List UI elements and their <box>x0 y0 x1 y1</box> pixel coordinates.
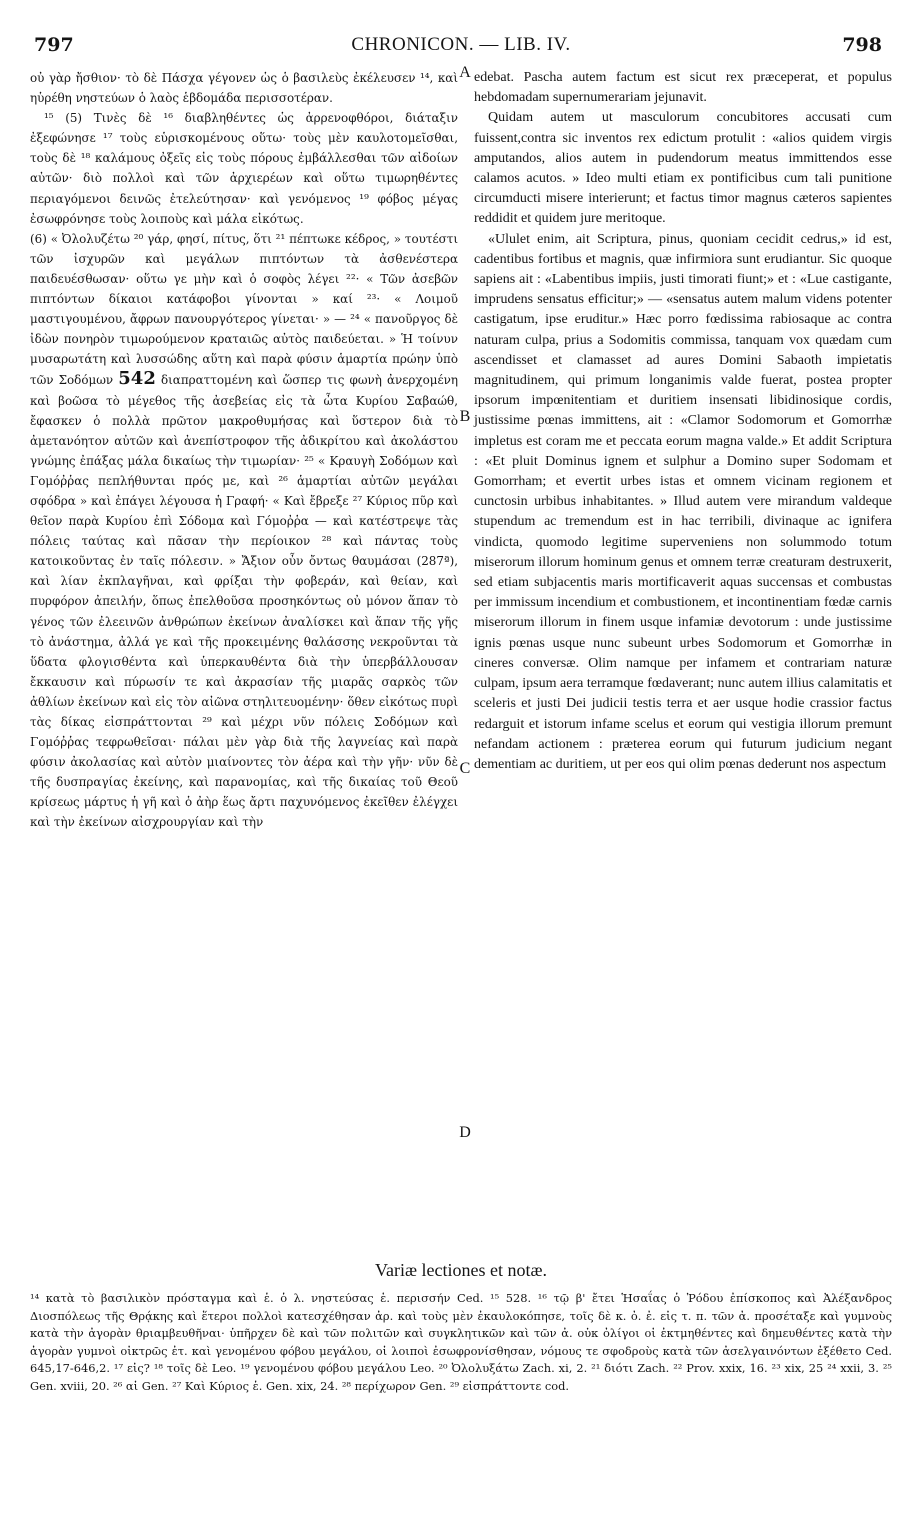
latin-paragraph-3: «Ululet enim, ait Scriptura, pinus, quoniam cecidit cedrus,» id est, cadentibus fortibus et magnis, quæ infirmiora sunt erudiantur. Sic quoque sapiens ait : «Labentibus impiis, justi timorati fiunt;» et : «Lue castigante, imprudens sensatus efficitur;» — «sensatus autem malum videns potenter castigatum, ipse eruditur.» Hæc porro fœdissima rabiosaque ac contra naturam culpa, prius a Sodomitis commissa, tanquam vox quædam cum ascendisset et clamasset ad aures Domini Sabaoth impietatis magnitudinem, qui primum longanimis valde fuerat, postea propter ipsorum impœnitentiam et duritiem insensati libidinosique cordis, justissime pœnas immittens, ait : «Clamor Sodomorum et Gomorrhæ impletus est coram me et peccata eorum magna valde.» Et addit Scriptura : «Et pluit Dominus ignem et sulphur a Domino super Sodomam et Gomorrham; et evertit urbes istas et omnem vicinam regionem et cunctosin urbibus inhabitantes. » Illud autem vere mirandum valdeque stupendum ac tremendum est in hac terribili, divinaque ac ignifera vindicta, quomodo legitime superveniens non solummodo totum miserorum illorum hominum genus et omnem terræ creaturam destruxerit, sed etiam subjacentis maris mortificaverit aquas succensas et combustas per immissum incendium et combustionem, et incontinentiam fœdæ carnis miserorum illorum in finem usque infamiæ devotorum : unde justissime ignis pœnas usque nunc subeunt urbes Sodomorum et Gomorrhæ in cineres conversæ. Olim namque per infamem et contrariam naturæ culpam, ipsum aera terramque fœdaverant; nunc autem illius calamitatis et sceleris et justi Dei judicii testis terra et aer usque hodie crassior factus redarguit et istorum infame scelus et eorum qui vestigia illorum premunt nefandam actionem : præterea eorum qui futurum judicium negant dementiam ac duritiem, ut per eos qui olim pœnas dederunt nos aspectum <box>474 231 892 772</box>
latin-column <box>474 68 892 775</box>
greek-paragraph-3a: (6) « Ὀλολυζέτω ²⁰ γάρ, φησί, πίτυς, ὅτι ²¹ πέπτωκε κέδρος, » τουτέστι τῶν ἰσχυρῶν καὶ μεγάλων πιπτόντων τὰ ἀσθενέστερα παιδευέσθωσαν· οὕτω γε μὴν καὶ ὁ σοφὸς λέγει ²²· « Τῶν ἀσεβῶν πιπτόντων δίκαιοι κατάφοβοι γίνονται » καί ²³· « Λοιμοῦ μαστιγουμένου, ἄφρων πανουργότερος γίνεται· » — ²⁴ « πανοῦργος δὲ ἰδὼν πονηρὸν τιμωρούμενον κραταιῶς αὐτὸς παιδεύεται. » Ἡ τοίνυν μυσαρωτάτη καὶ λυσσώδης αὕτη καὶ παρὰ φύσιν ἁμαρτία πρώην ὑπὸ τῶν Σοδόμων <box>30 231 458 388</box>
greek-paragraph-3b: διαπραττομένη καὶ ὥσπερ τις φωνὴ ἀνερχομένη καὶ βοῶσα τὸ μέγεθος τῆς ἀσεβείας εἰς τὰ ὦτα Κυρίου Σαβαώθ, ἔφασκεν ὁ πολλὰ πρῶτον μακροθυμήσας καὶ ὕστερον διὰ τὸ ἀμετανόητον αὐτῶν καὶ ἀνεπίστροφον τῆς ἀδικρίτου καὶ ἀκολάστου γνώμης ἐπάξας μάλα δικαίως τὴν τιμωρίαν· ²⁵ « Κραυγὴ Σοδόμων καὶ Γομόῤῥας πεπλήθυνται πρός με, καὶ ²⁶ ἁμαρτίαι αὐτῶν μεγάλαι σφόδρα » καὶ ἐπάγει λέγουσα ἡ Γραφή· « Καὶ ἔβρεξε ²⁷ Κύριος πῦρ καὶ θεῖον παρὰ Κυρίου ἐπὶ Σόδομα καὶ Γόμοῤῥα — καὶ κατέστρεψε τὰς πόλεις ταύτας καὶ πᾶσαν τὴν περίοικον ²⁸ καὶ πάντας τοὺς κατοικοῦντας ἐν ταῖς πόλεσιν. » Ἄξιον οὖν ὄντως θαυμάσαι (287ª), καὶ λίαν ἐκπλαγῆναι, καὶ φρίξαι τὴν φοβεράν, καὶ θείαν, καὶ πυρφόρον ἀπειλήν, ὅπως ἐπελθοῦσα προσηκόντως οὐ μόνον ἅπαν τὸ γένος τῶν ἐλεεινῶν ἀνθρώπων ἐκείνων ἀναλίσκει καὶ ἅπαν τῆς γῆς τὸ ἀνάστημα, ἀλλά γε καὶ τῆς προκειμένης θαλάσσης νεκροῦνται τὰ ὕδατα φλογισθέντα καὶ ὑπερκαυθέντα διὰ τὴν ὑπερβάλλουσαν ἔκκαυσιν καὶ πύρωσίν τε καὶ ἀκρασίαν τῆς μιαρᾶς σαρκὸς τῶν ἀθλίων ἐκείνων καὶ εἰς τὸν αἰῶνα στηλιτευομένην· ὅθεν εἰκότως πυρὶ τὰς δίκας εἰσπράττονται ²⁹ καὶ μέχρι νῦν πόλεις Σοδόμων καὶ Γομόῤῥας τεφρωθεῖσαι· πάλαι μὲν γὰρ διὰ τῆς λαγνείας καὶ παρὰ φύσιν ἀκολασίας καὶ αὐτὸν μιαίνοντες τὸν ἀέρα καὶ τὴν γῆν· νῦν δὲ τῆς δυσπραγίας ἐκείνης, καὶ παρανομίας, καὶ τῆς δικαίας τοῦ Θεοῦ κρίσεως μάρτυς ἡ γῆ καὶ ὁ ἀὴρ ἕως ἄρτι παχυνόμενος ἐκεῖθεν ἐλέγχει καὶ τὴν ἐκείνων αἰσχρουργίαν καὶ τὴν <box>30 373 459 830</box>
latin-paragraph-2: Quidam autem ut masculorum concubitores accusati cum fuissent,contra sic inventos rex edictum protulit : «alios quidem virgis amputandos, alios autem in pudendorum meatus immittendos esse calamos acutos. » Ideo multi etiam ex pontificibus cum tali punitione circumducti misere interierunt; et factus timor magnus cæteros sapientes reddidit et quidem jure meritoque. <box>474 110 892 227</box>
greek-paragraph-1: οὐ γὰρ ἤσθιον· τὸ δὲ Πάσχα γέγονεν ὡς ὁ βασιλεὺς ἐκέλευσεν ¹⁴, καὶ ηὑρέθη νηστεύων ὁ λαὸς ἑβδομάδα περισσοτέραν. <box>30 71 458 106</box>
margin-marker-b: B <box>459 408 471 425</box>
latin-paragraph-1: edebat. Pascha autem factum est sicut rex præceperat, et populus hebdomadam supernumerariam jejunavit. <box>474 70 892 106</box>
margin-marker-a: A <box>459 64 471 81</box>
greek-column <box>30 68 458 833</box>
notes-text: ¹⁴ κατὰ τὸ βασιλικὸν πρόσταγμα καὶ ἑ. ὁ λ. νηστεύσας ἑ. περισσήν Ced. ¹⁵ 528. ¹⁶ τῷ β' ἔτει Ἡσαΐας ὁ Ῥόδου ἐπίσκοπος καὶ Ἀλέξανδρος Διοσπόλεως τῆς Θρᾴκης καὶ ἕτεροι πολλοὶ κατεσχέθησαν ἀρ. καὶ τοὺς μὲν ἐκαυλοκόπησε, τοῖς δὲ κ. ὀ. ἐ. εἰς τ. π. τῶν ἀ. προσέταξε καὶ γυμνοὺς κατὰ τὴν ἀγορὰν θριαμβευθῆναι· ὑπῆρχεν δὲ καὶ τῶν πολιτῶν καὶ συγκλητικῶν καὶ τῶν ἀ. οὐκ ὀλίγοι οἱ ἐκτμηθέντες καὶ δημευθέντες κατὰ τὴν ἀγορὰν γυμνοὶ οἰκτρῶς ἐτ. καὶ γενομένου φόβου μεγάλου, οἱ λοιποὶ ἐσωφρονίσθησαν, νόμους τε σφοδροὺς κατὰ τῶν ἀσελγαινόντων ἐξέθετο Ced. 645,17-646,2. ¹⁷ εἰς? ¹⁸ τοῖς δὲ Leo. ¹⁹ γενομένου φόβου μεγάλου Leo. ²⁰ Ὀλολυξάτω Zach. xi, 2. ²¹ διότι Zach. ²² Prov. xxix, 16. ²³ xix, 25 ²⁴ xxii, 3. ²⁵ Gen. xviii, 20. ²⁶ αἱ Gen. ²⁷ Καὶ Κύριος ἑ. Gen. xix, 24. ²⁸ περίχωρον Gen. ²⁹ εἰσπράττοντε cod. <box>30 1291 892 1393</box>
column-number: 542 <box>118 368 156 390</box>
notes-heading: Variæ lectiones et notæ. <box>375 1260 547 1280</box>
page-number-right: 798 <box>842 34 882 56</box>
margin-marker-d: D <box>459 1124 471 1141</box>
greek-paragraph-3 <box>30 229 458 833</box>
page-number-left: 797 <box>34 34 74 56</box>
margin-marker-c: C <box>459 760 471 777</box>
running-title: CHRONICON. — LIB. IV. <box>351 34 571 55</box>
running-header <box>28 34 894 58</box>
greek-paragraph-2: ¹⁵ (5) Τινὲς δὲ ¹⁶ διαβληθέντες ὡς ἀρρενοφθόροι, διάταξιν ἐξεφώνησε ¹⁷ τοὺς εὑρισκομένους οὕτω· τοὺς μὲν καυλοτομεῖσθαι, τοὺς δὲ ¹⁸ καλάμους ὀξεῖς εἰς τοὺς πόρους ἐμβάλλεσθαι τῶν αἰδοίων αὐτῶν· διὸ πολλοὶ καὶ τῶν ἀρχιερέων καὶ οὕτω τιμωρηθέντες περιαγόμενοι δεινῶς ἐτελεύτησαν· καὶ γενόμενος ¹⁹ φόβος μέγας ἐσωφρόνησε τοὺς λοιποὺς καὶ μάλα εἰκότως. <box>30 111 458 226</box>
